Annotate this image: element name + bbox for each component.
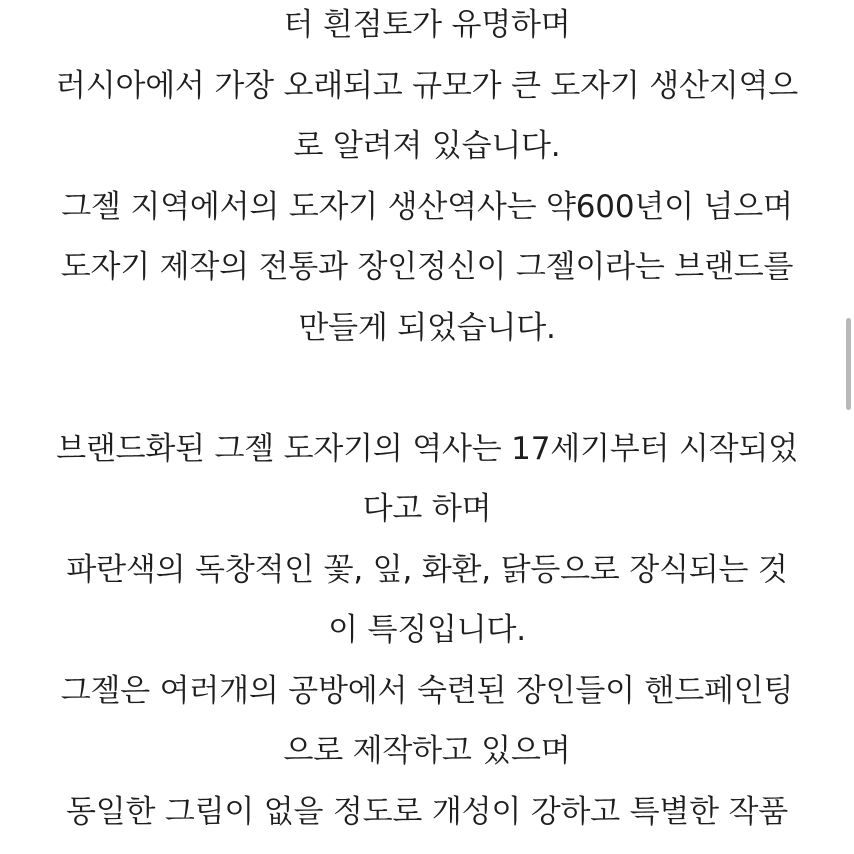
text-line: 터 흰점토가 유명하며 (283, 7, 571, 43)
scrollbar-thumb[interactable] (846, 318, 851, 410)
paragraph-spacer (0, 358, 854, 419)
text-line: 그젤 지역에서의 도자기 생산역사는 약600년이 넘으며 (61, 188, 793, 225)
text-line: 그젤은 여러개의 공방에서 숙련된 장인들이 핸드페인팅 (60, 672, 794, 709)
text-line: 로 알려져 있습니다. (293, 128, 561, 164)
text-line: 러시아에서 가장 오래되고 규모가 큰 도자기 생산지역으 (55, 67, 799, 104)
text-line: 만들게 되었습니다. (298, 309, 556, 346)
text-line: 다고 하며 (362, 491, 492, 527)
text-line: 도자기 제작의 전통과 장인정신이 그젤이라는 브랜드를 (60, 249, 794, 285)
text-line: 으로 제작하고 있으며 (283, 733, 571, 769)
text-line: 동일한 그림이 없을 정도로 개성이 강하고 특별한 작품 (66, 793, 788, 830)
text-line: 이 특징입니다. (328, 612, 526, 648)
text-line: 파란색의 독창적인 꽃, 잎, 화환, 닭등으로 장식되는 것 (66, 551, 788, 588)
text-line: 브랜드화된 그젤 도자기의 역사는 17세기부터 시작되었 (56, 430, 798, 467)
